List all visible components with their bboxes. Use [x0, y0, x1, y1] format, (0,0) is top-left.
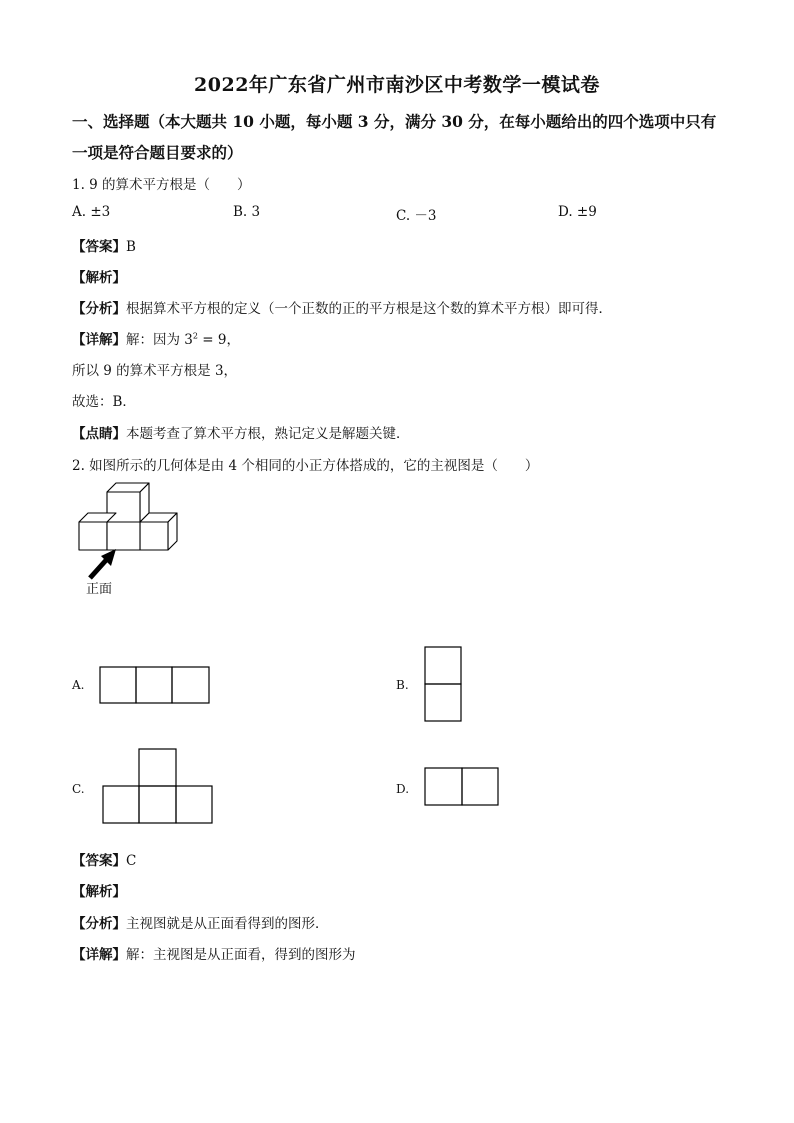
q2-option-a-figure	[99, 666, 211, 704]
q2-answer: C	[126, 853, 137, 869]
front-label: 正面	[86, 582, 113, 597]
q1-answer-line	[72, 235, 136, 255]
q2-option-c-label: C.	[72, 782, 85, 796]
q2-fenxi: 主视图就是从正面看得到的图形．	[126, 916, 329, 932]
q1-option-c: C. －3	[396, 208, 437, 224]
q2-fenxi-line	[72, 912, 329, 932]
answer-label: 【答案】	[72, 239, 126, 255]
q2-option-d-figure	[424, 767, 500, 806]
q2-option-b-figure	[424, 646, 462, 722]
q2-option-a-label: A.	[72, 678, 85, 692]
dianjing-label: 【点睛】	[72, 426, 126, 442]
q1-stem: 1. 9 的算术平方根是（ ）	[72, 177, 251, 193]
q1-dianjing: 本题考查了算术平方根，熟记定义是解题关键．	[126, 426, 410, 442]
q1-xiangjie-post: = 9，	[197, 332, 240, 348]
q2-option-c-figure	[102, 748, 214, 824]
q2-option-b-label: B.	[396, 678, 409, 692]
front-arrow-icon	[84, 548, 120, 582]
section-heading-line2: 一项是符合题目要求的）	[72, 143, 243, 162]
q2-option-d-label: D.	[396, 782, 410, 796]
q1-dianjing-line	[72, 422, 410, 442]
q1-answer: B	[126, 239, 136, 255]
q1-option-a: A. ±3	[72, 204, 111, 220]
q1-fenxi: 根据算术平方根的定义（一个正数的正的平方根是这个数的算术平方根）即可得．	[126, 301, 612, 317]
q1-so-line: 所以 9 的算术平方根是 3，	[72, 363, 238, 379]
q1-choose-line: 故选：B．	[72, 394, 136, 410]
fenxi-label: 【分析】	[72, 301, 126, 317]
q1-xiangjie-pre: 解：因为 3	[126, 332, 193, 348]
q1-exponent: 2	[192, 331, 198, 341]
xiangjie-label: 【详解】	[72, 947, 126, 963]
q2-answer-line	[72, 849, 136, 869]
section-heading-line1: 一、选择题（本大题共 10 小题，每小题 3 分，满分 30 分，在每小题给出的四个选项中只有	[72, 112, 717, 131]
q1-xiangjie-line	[72, 328, 240, 348]
q1-fenxi-line	[72, 297, 612, 317]
fenxi-label: 【分析】	[72, 916, 126, 932]
q1-analysis-label: 【解析】	[72, 270, 126, 286]
xiangjie-label: 【详解】	[72, 332, 126, 348]
q2-stem: 2. 如图所示的几何体是由 4 个相同的小正方体搭成的，它的主视图是（ ）	[72, 458, 539, 474]
q1-option-b: B. 3	[233, 204, 261, 220]
q2-analysis-label: 【解析】	[72, 884, 126, 900]
q1-option-d: D. ±9	[558, 204, 597, 220]
q2-xiangjie: 解：主视图是从正面看，得到的图形为	[126, 947, 356, 963]
answer-label: 【答案】	[72, 853, 126, 869]
q2-xiangjie-line	[72, 943, 356, 963]
page-title: 2022年广东省广州市南沙区中考数学一模试卷	[194, 74, 600, 96]
